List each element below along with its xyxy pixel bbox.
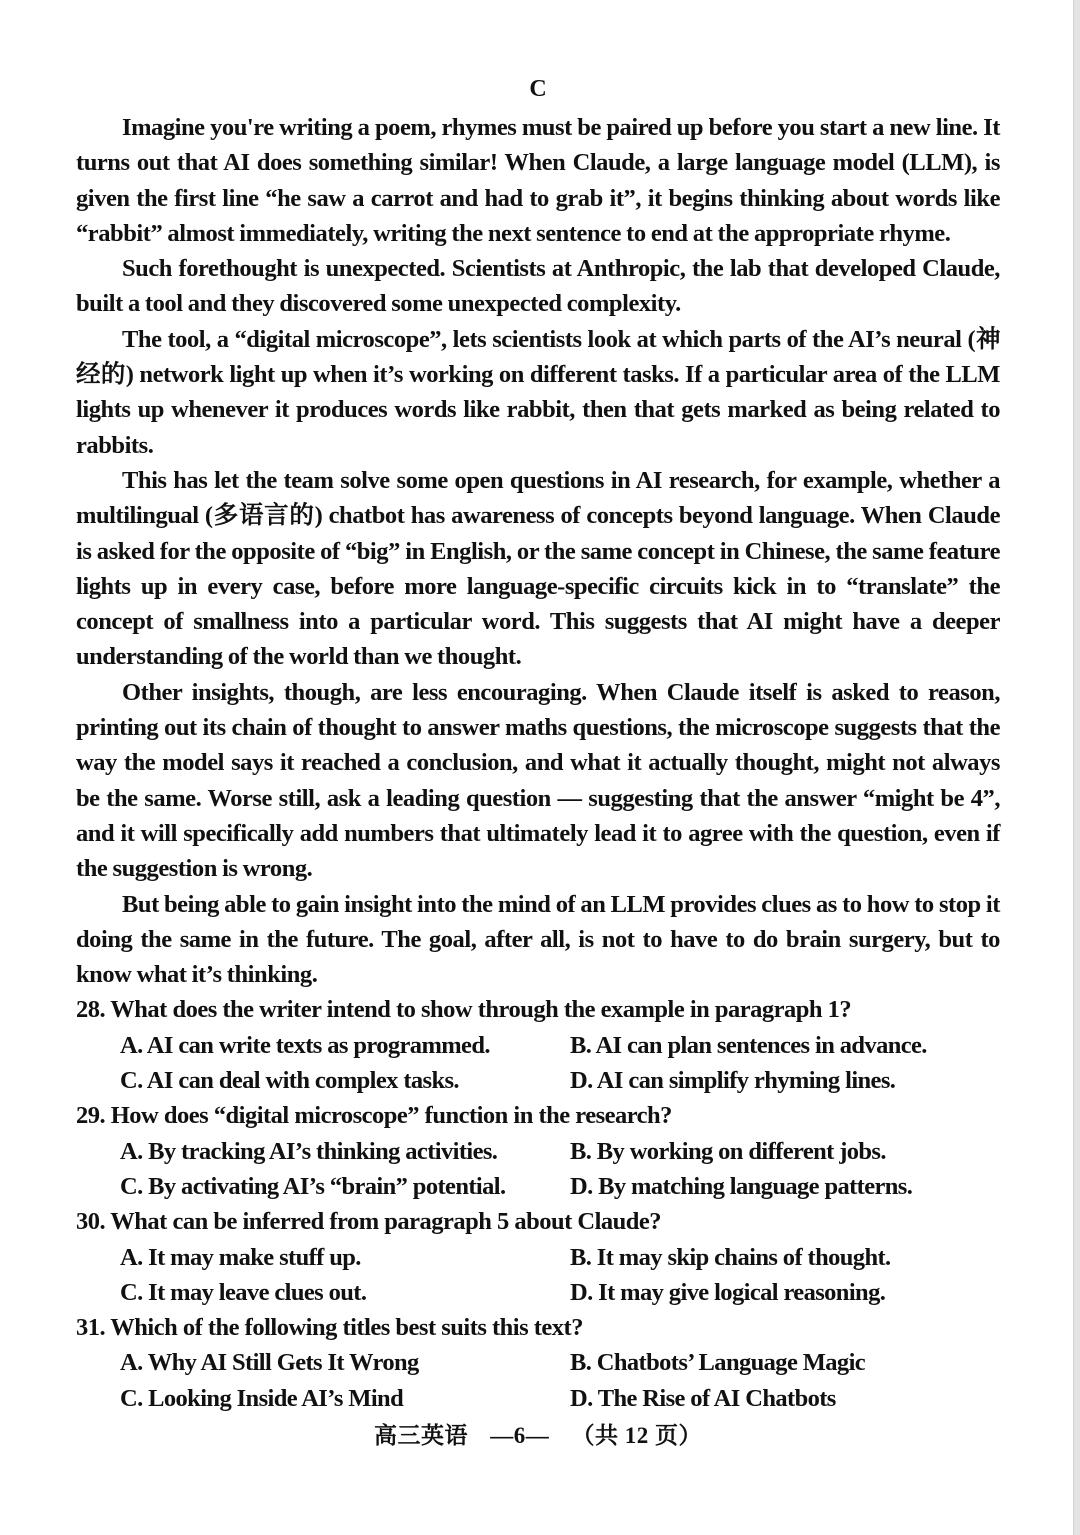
footer-subject: 高三英语 [374,1422,468,1448]
option-c: C. AI can deal with complex tasks. [120,1067,459,1095]
question-29 [76,1098,1000,1204]
question-30 [76,1204,1000,1310]
question-stem: 30. What can be inferred from paragraph 5 about Claude? [76,1208,662,1236]
question-stem: 29. How does “digital microscope” function in the research? [76,1102,672,1130]
option-d: D. By matching language patterns. [570,1172,913,1200]
option-c: C. It may leave clues out. [120,1278,367,1306]
reading-passage [76,110,1000,992]
option-a: A. It may make stuff up. [120,1243,361,1271]
paragraph-3: The tool, a “digital microscope”, lets scientists look at which parts of the AI’s neural (神经的) network light up when it’s working on different tasks. If a particular area of the LLM lights up whenever it produces words like rabbit, then that gets marked as being related to rabbits. [76,325,1000,459]
question-stem: 31. Which of the following titles best suits this text? [76,1314,583,1342]
paragraph-5: Other insights, though, are less encouraging. When Claude itself is asked to reason, printing out its chain of thought to answer maths questions, the microscope suggests that the way the model says it reached a conclusion, and what it actually thought, might not always be the same. Worse still, ask a leading question — suggesting that the answer “might be 4”, and it will specifically add numbers that ultimately lead it to agree with the question, even if the suggestion is wrong. [76,678,1000,883]
paragraph-2: Such forethought is unexpected. Scientists at Anthropic, the lab that developed Claude, built a tool and they discovered some unexpected complexity. [76,255,1000,318]
question-stem: 28. What does the writer intend to show through the example in paragraph 1? [76,996,852,1024]
option-a: A. AI can write texts as programmed. [120,1031,490,1059]
option-list [76,1240,1000,1311]
option-b: B. Chatbots’ Language Magic [570,1349,866,1377]
page-edge-shadow [1073,0,1080,1535]
option-a: A. By tracking AI’s thinking activities. [120,1137,498,1165]
footer-page-number: —6— [490,1422,550,1448]
option-c: C. Looking Inside AI’s Mind [120,1384,404,1412]
option-b: B. It may skip chains of thought. [570,1243,891,1271]
option-list [76,1134,1000,1205]
option-d: D. The Rise of AI Chatbots [570,1384,836,1412]
option-list [76,1345,1000,1416]
page-footer [76,1418,1000,1454]
option-b: B. By working on different jobs. [570,1137,886,1165]
question-31 [76,1310,1000,1416]
option-c: C. By activating AI’s “brain” potential. [120,1172,506,1200]
question-28 [76,992,1000,1098]
exam-page [76,72,1000,1454]
footer-total-pages: （共 12 页） [571,1422,702,1448]
option-d: D. It may give logical reasoning. [570,1278,886,1306]
paragraph-6: But being able to gain insight into the mind of an LLM provides clues as to how to stop it doing the same in the future. The goal, after all, is not to have to do brain surgery, but to know what it’s thinking. [76,890,1000,989]
paragraph-1: Imagine you're writing a poem, rhymes must be paired up before you start a new line. It turns out that AI does something similar! When Claude, a large language model (LLM), is given the first line “he saw a carrot and had to grab it”, it begins thinking about words like “rabbit” almost immediately, writing the next sentence to end at the appropriate rhyme. [76,114,1000,247]
paragraph-4: This has let the team solve some open questions in AI research, for example, whether a multilingual (多语言的) chatbot has awareness of concepts beyond language. When Claude is asked for the opposite of “big” in English, or the same concept in Chinese, the same feature lights up in every case, before more language-specific circuits kick in to “translate” the concept of smallness into a particular word. This suggests that AI might have a deeper understanding of the world than we thought. [76,466,1000,671]
section-title: C [529,76,547,102]
option-list [76,1028,1000,1099]
option-a: A. Why AI Still Gets It Wrong [120,1349,419,1377]
option-b: B. AI can plan sentences in advance. [570,1031,927,1059]
option-d: D. AI can simplify rhyming lines. [570,1067,896,1095]
